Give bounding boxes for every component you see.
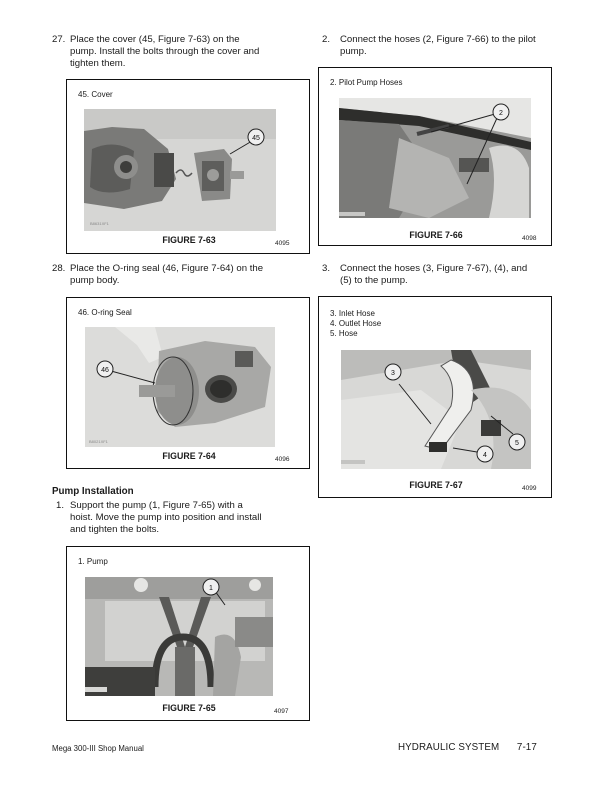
step-number: 3. bbox=[322, 263, 331, 274]
legend-item: 46. O-ring Seal bbox=[78, 308, 132, 317]
step-line: hoist. Move the pump into position and install bbox=[70, 512, 262, 523]
figure-legend bbox=[330, 309, 381, 339]
step-text bbox=[70, 263, 263, 287]
step-line: Connect the hoses (2, Figure 7-66) to the pilot bbox=[340, 34, 536, 45]
legend-item: 2. Pilot Pump Hoses bbox=[330, 78, 403, 87]
figure-photo-hoses bbox=[341, 350, 531, 469]
svg-text:4: 4 bbox=[483, 452, 487, 459]
legend-item: 3. Inlet Hose bbox=[330, 309, 375, 318]
svg-text:B8631XF1: B8631XF1 bbox=[90, 221, 109, 226]
figure-7-65 bbox=[66, 546, 310, 721]
footer-section bbox=[398, 742, 537, 753]
step-line: (5) to the pump. bbox=[340, 275, 408, 286]
step-line: Connect the hoses (3, Figure 7-67), (4), and bbox=[340, 263, 528, 274]
step-number: 1. bbox=[56, 500, 65, 511]
step-28 bbox=[52, 263, 312, 291]
figure-number: 4096 bbox=[275, 456, 290, 463]
step-line: and tighten the bolts. bbox=[70, 524, 160, 535]
step-line: Place the O-ring seal (46, Figure 7-64) on the bbox=[70, 263, 264, 274]
step-text bbox=[70, 34, 259, 70]
figure-7-64 bbox=[66, 297, 310, 469]
legend-item: 5. Hose bbox=[330, 329, 358, 338]
figure-caption: FIGURE 7-66 bbox=[409, 230, 463, 240]
svg-text:3: 3 bbox=[391, 370, 395, 377]
svg-text:B8021XF1: B8021XF1 bbox=[89, 439, 108, 444]
footer-section-name: HYDRAULIC SYSTEM bbox=[398, 742, 500, 753]
svg-text:46: 46 bbox=[101, 367, 109, 374]
figure-7-67 bbox=[318, 296, 552, 498]
step-line: pump. bbox=[340, 46, 367, 57]
step-3 bbox=[322, 263, 572, 291]
legend-item: 1. Pump bbox=[78, 557, 108, 566]
figure-photo-pump bbox=[85, 577, 273, 696]
figure-number: 4098 bbox=[522, 235, 537, 242]
svg-text:45: 45 bbox=[252, 135, 260, 142]
figure-caption: FIGURE 7-64 bbox=[162, 451, 216, 461]
figure-legend bbox=[330, 78, 402, 88]
step-line: pump. Install the bolts through the cover and bbox=[70, 46, 260, 57]
step-text bbox=[70, 500, 261, 536]
step-line: Place the cover (45, Figure 7-63) on the bbox=[70, 34, 240, 45]
step-text bbox=[340, 263, 527, 287]
footer-manual-title: Mega 300-III Shop Manual bbox=[52, 744, 144, 753]
svg-text:1: 1 bbox=[209, 585, 213, 592]
step-number: 2. bbox=[322, 34, 331, 45]
figure-caption: FIGURE 7-65 bbox=[162, 703, 216, 713]
step-1 bbox=[56, 500, 316, 540]
figure-number: 4097 bbox=[274, 708, 289, 715]
figure-caption: FIGURE 7-63 bbox=[162, 235, 216, 245]
svg-text:2: 2 bbox=[499, 110, 503, 117]
step-text bbox=[340, 34, 536, 58]
figure-legend bbox=[78, 308, 132, 318]
step-line: Support the pump (1, Figure 7-65) with a bbox=[70, 500, 243, 511]
figure-caption: FIGURE 7-67 bbox=[409, 480, 463, 490]
figure-photo-o-ring-seal bbox=[85, 327, 275, 447]
step-line: pump body. bbox=[70, 275, 120, 286]
figure-legend bbox=[78, 90, 113, 100]
figure-number: 4099 bbox=[522, 485, 537, 492]
figure-7-66 bbox=[318, 67, 552, 246]
legend-item: 45. Cover bbox=[78, 90, 113, 99]
step-number: 28. bbox=[52, 263, 66, 274]
step-27 bbox=[52, 34, 312, 74]
step-2 bbox=[322, 34, 572, 62]
footer-page-number: 7-17 bbox=[516, 742, 537, 753]
figure-photo-cover bbox=[84, 109, 276, 231]
figure-number: 4095 bbox=[275, 240, 290, 247]
figure-photo-pilot-pump-hoses bbox=[339, 98, 531, 218]
section-heading-pump-installation: Pump Installation bbox=[52, 486, 134, 497]
step-number: 27. bbox=[52, 34, 66, 45]
legend-item: 4. Outlet Hose bbox=[330, 319, 382, 328]
step-line: tighten them. bbox=[70, 58, 126, 69]
figure-legend bbox=[78, 557, 108, 567]
figure-7-63 bbox=[66, 79, 310, 254]
svg-text:5: 5 bbox=[515, 440, 519, 447]
